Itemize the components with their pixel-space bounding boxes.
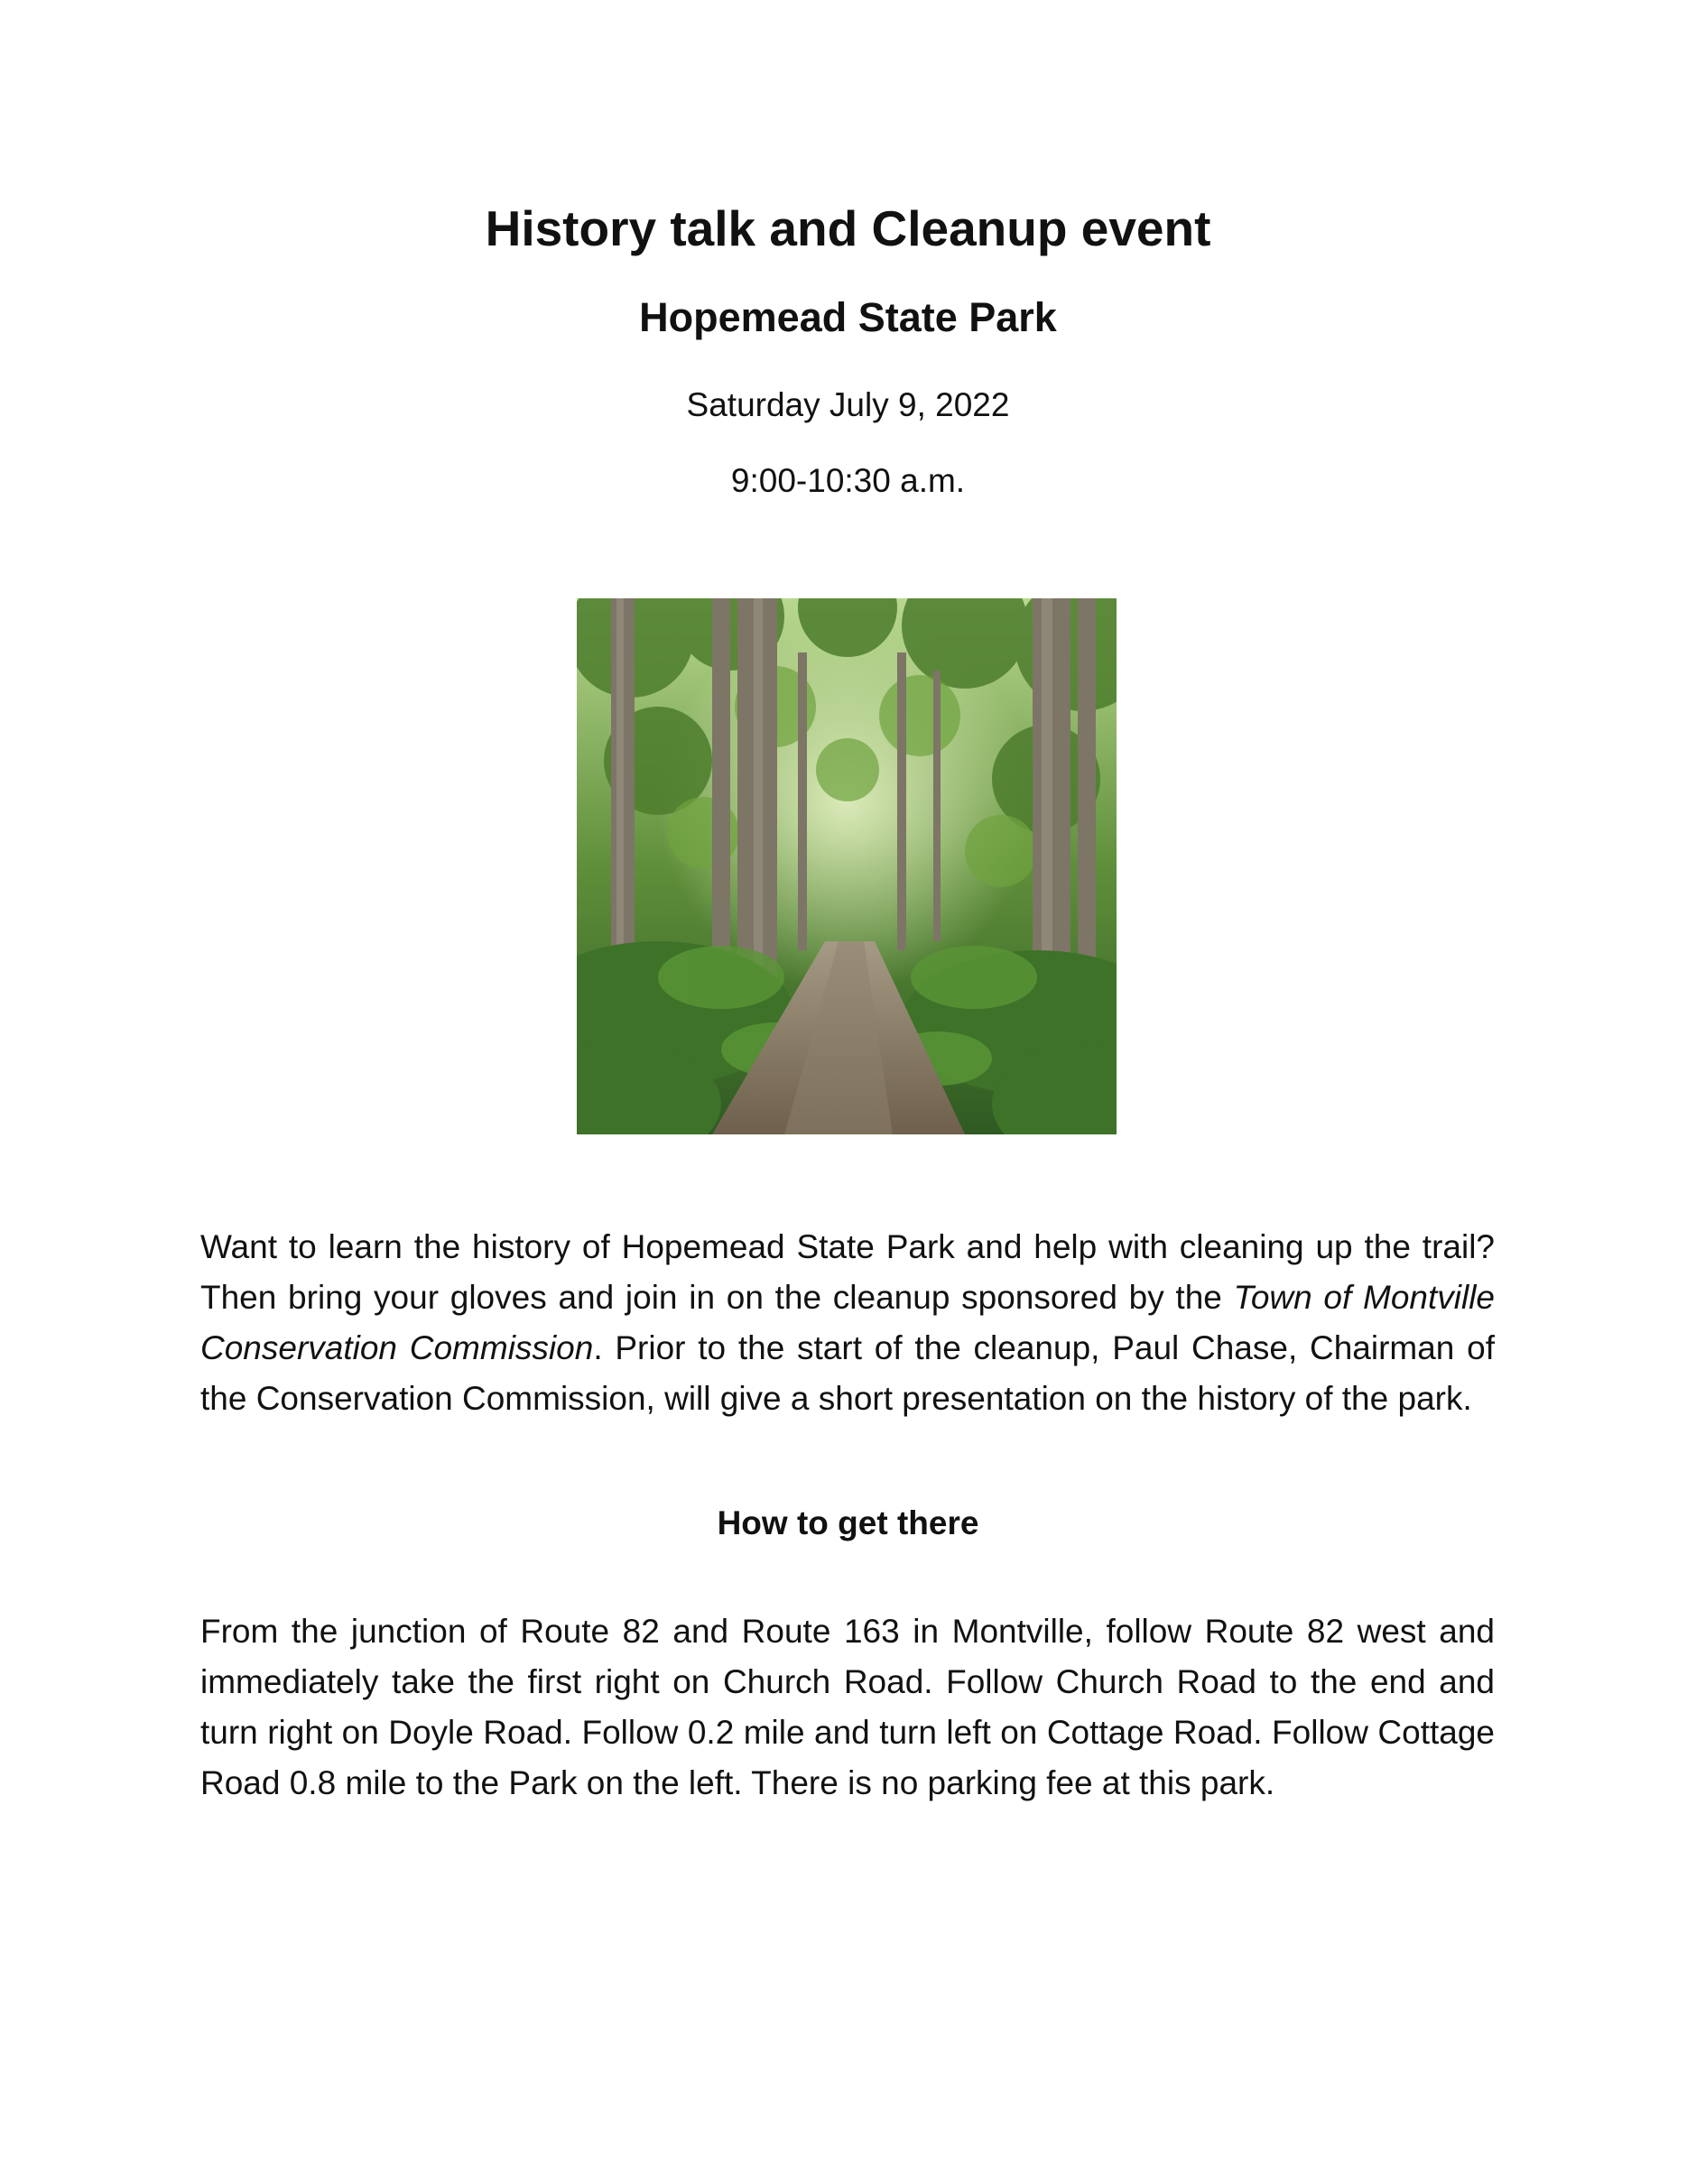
directions-heading: How to get there: [717, 1504, 979, 1541]
event-title: History talk and Cleanup event: [485, 200, 1211, 256]
directions-paragraph: From the junction of Route 82 and Route 163 in Montville, follow Route 82 west and immediately take the first right on Church Road. Follow Church Road to the end and turn right on Doyle Road. Follow 0.2 mile and turn left on Cottage Road. Follow Cottage Road 0.8 mile to the Park on the left. There is no parking fee at this park.: [200, 1613, 1495, 1801]
event-date: Saturday July 9, 2022: [686, 386, 1010, 423]
park-name: Hopemead State Park: [639, 294, 1057, 340]
sponsor-name: Town of Montville Conservation Commission: [200, 1279, 1495, 1366]
forest-trail-photo: [577, 598, 1117, 1134]
intro-text-part2: . Prior to the start of the cleanup, Paul Chase, Chairman of the Conservation Commission, will give a short presentation on the history of the park.: [200, 1329, 1496, 1417]
event-time: 9:00-10:30 a.m.: [730, 462, 966, 499]
intro-paragraph: [200, 1222, 1495, 1424]
intro-text-part1: Want to learn the history of Hopemead State Park and help with cleaning up the trail? Then bring your gloves and join in on the cleanup sponsored by the: [200, 1228, 1495, 1316]
